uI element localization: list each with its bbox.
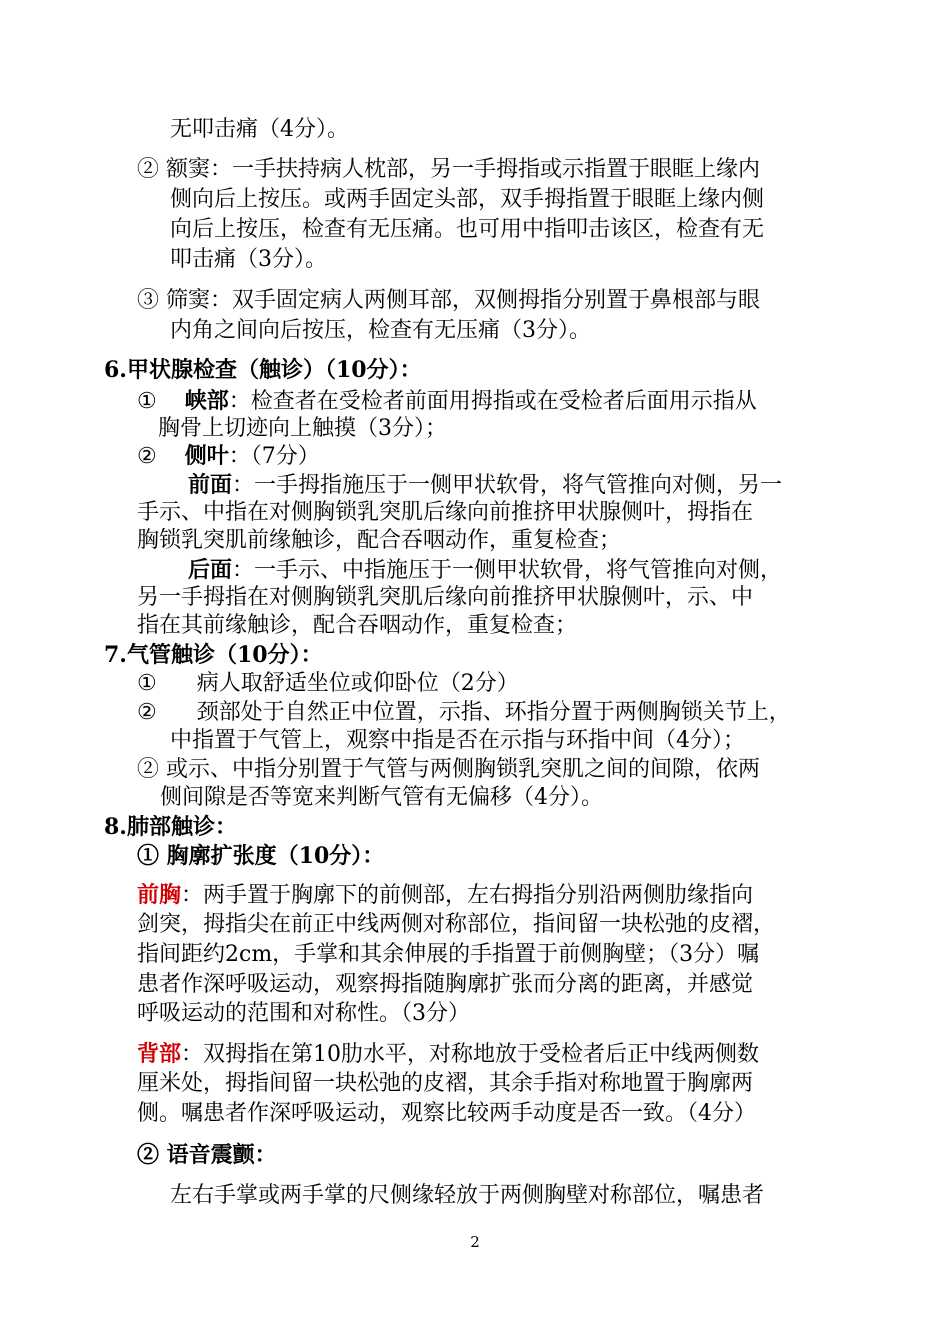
thyroid-isthmus-line-1 <box>137 386 757 417</box>
thyroid-lobe-line <box>137 441 320 472</box>
chest-expansion-heading: ① 胸廓扩张度（10分）： <box>137 843 385 869</box>
back-text-1: ：一手示、中指施压于一侧甲状软骨，将气管推向对侧， <box>232 558 783 583</box>
trachea-item-2-text-1: 颈部处于自然正中位置，示指、环指分置于两侧胸锁关节上， <box>196 700 791 725</box>
back-chest-label: 背部 <box>137 1041 182 1067</box>
page-number: 2 <box>470 1233 480 1251</box>
trachea-item-2-line-1 <box>137 698 791 728</box>
ethmoid-sinus-text-1: 筛窦：双手固定病人两侧耳部，双侧拇指分别置于鼻根部与眼 <box>166 288 761 313</box>
back-label: 后面 <box>188 557 233 583</box>
front-chest-line-1 <box>137 880 753 911</box>
ethmoid-sinus-line-2: 内角之间向后按压，检查有无压痛（3分）。 <box>170 318 591 343</box>
back-chest-line-3: 侧。嘱患者作深呼吸运动，观察比较两手动度是否一致。（4分） <box>137 1101 756 1126</box>
frontal-sinus-text-1: 额窦：一手扶持病人枕部，另一手拇指或示指置于眼眶上缘内 <box>166 157 761 182</box>
thyroid-back-line-3: 指在其前缘触诊，配合吞咽动作，重复检查； <box>137 613 578 638</box>
trachea-item-2-marker: ② <box>137 700 157 725</box>
trachea-item-3-marker: ② <box>137 757 160 782</box>
frontal-sinus-line-1 <box>137 155 760 185</box>
thyroid-front-line-1 <box>188 470 782 501</box>
trachea-item-2-line-2: 中指置于气管上，观察中指是否在示指与环指中间（4分）； <box>170 728 745 753</box>
front-chest-line-3: 指间距约2cm，手掌和其余伸展的手指置于前侧胸壁；（3分）嘱 <box>137 942 760 967</box>
vocal-fremitus-line-1: 左右手掌或两手掌的尺侧缘轻放于两侧胸壁对称部位，嘱患者 <box>170 1183 765 1208</box>
thyroid-isthmus-line-2: 胸骨上切迹向上触摸（3分）； <box>158 416 447 441</box>
frontal-sinus-line-3: 向后上按压，检查有无压痛。也可用中指叩击该区，检查有无 <box>170 217 765 242</box>
trachea-item-1-marker: ① <box>137 671 157 696</box>
front-chest-text-1: ：两手置于胸廓下的前侧部，左右拇指分别沿两侧肋缘指向 <box>181 883 754 908</box>
back-chest-line-1 <box>137 1039 759 1070</box>
lobe-score: ：（7分） <box>228 444 320 469</box>
lung-heading: 8.肺部触诊： <box>104 814 237 840</box>
front-chest-line-4: 患者作深呼吸运动，观察拇指随胸廓扩张而分离的距离，并感觉 <box>137 972 754 997</box>
thyroid-back-line-1 <box>188 555 782 586</box>
vocal-fremitus-heading: ② 语音震颤： <box>137 1142 277 1168</box>
thyroid-back-line-2: 另一手拇指在对侧胸锁乳突肌后缘向前推挤甲状腺侧叶，示、中 <box>137 585 754 610</box>
lobe-label: 侧叶 <box>184 443 229 469</box>
thyroid-front-line-2: 手示、中指在对侧胸锁乳突肌后缘向前推挤甲状腺侧叶，拇指在 <box>137 500 754 525</box>
trachea-item-3-text-1: 或示、中指分别置于气管与两侧胸锁乳突肌之间的间隙，依两 <box>166 757 761 782</box>
lobe-marker: ② <box>137 444 157 469</box>
frontal-sinus-line-2: 侧向后上按压。或两手固定头部，双手拇指置于眼眶上缘内侧 <box>170 187 765 212</box>
trachea-item-3-line-2: 侧间隙是否等宽来判断气管有无偏移（4分）。 <box>160 785 603 810</box>
front-label: 前面 <box>188 472 233 498</box>
trachea-item-3-line-1 <box>137 755 760 785</box>
frontal-sinus-line-4: 叩击痛（3分）。 <box>170 247 327 272</box>
trachea-item-1-text: 病人取舒适坐位或仰卧位（2分） <box>196 671 519 696</box>
thyroid-heading: 6.甲状腺检查（触诊）（10分）： <box>104 357 422 383</box>
thyroid-front-line-3: 胸锁乳突肌前缘触诊，配合吞咽动作，重复检查； <box>137 528 622 553</box>
front-text-1: ：一手拇指施压于一侧甲状软骨，将气管推向对侧，另一 <box>232 473 783 498</box>
isthmus-marker: ① <box>137 389 157 414</box>
trachea-heading: 7.气管触诊（10分）： <box>104 642 323 668</box>
front-chest-line-5: 呼吸运动的范围和对称性。（3分） <box>137 1001 470 1026</box>
isthmus-text-1: ：检查者在受检者前面用拇指或在受检者后面用示指从 <box>228 389 757 414</box>
intro-line: 无叩击痛（4分）。 <box>170 117 349 142</box>
ethmoid-sinus-line-1 <box>137 286 760 316</box>
isthmus-label: 峡部 <box>184 388 229 414</box>
ethmoid-sinus-marker: ③ <box>137 288 160 313</box>
back-chest-text-1: ：双拇指在第10肋水平，对称地放于受检者后正中线两侧数 <box>181 1042 760 1067</box>
back-chest-line-2: 厘米处，拇指间留一块松弛的皮褶，其余手指对称地置于胸廓两 <box>137 1071 754 1096</box>
front-chest-line-2: 剑突，拇指尖在前正中线两侧对称部位，指间留一块松弛的皮褶， <box>137 912 776 937</box>
frontal-sinus-marker: ② <box>137 157 160 182</box>
front-chest-label: 前胸 <box>137 882 182 908</box>
trachea-item-1 <box>137 669 519 699</box>
